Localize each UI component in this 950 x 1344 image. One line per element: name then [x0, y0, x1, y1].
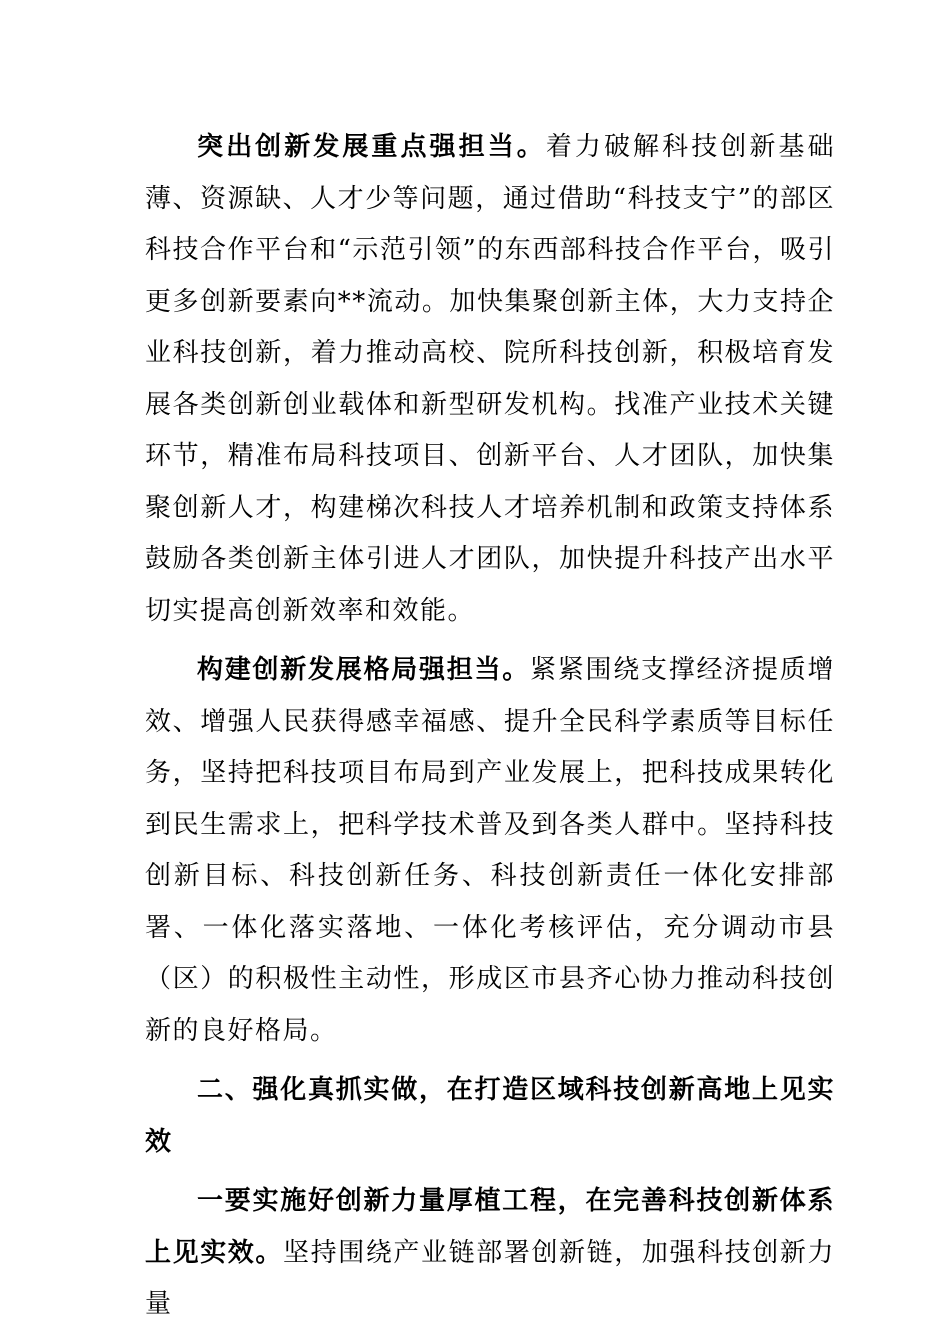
paragraph-subsection [145, 1176, 835, 1331]
paragraph-innovation-focus [145, 122, 835, 637]
paragraph-innovation-pattern [145, 645, 835, 1057]
paragraph-body: 坚持围绕产业链部署创新链，加强科技创新力量 [145, 1237, 835, 1319]
document-page [145, 122, 835, 1331]
paragraph-body: 紧紧围绕支撑经济提质增效、增强人民获得感幸福感、提升全民科学素质等目标任务，坚持把科技项目布局到产业发展上，把科技成果转化到民生需求上，把科学技术普及到各类人群中。坚持科技创新目标、科技创新任务、科技创新责任一体化安排部署、一体化落实落地、一体化考核评估，充分调动市县（区）的积极性主动性，形成区市县齐心协力推动科技创新的良好格局。 [145, 655, 835, 1046]
paragraph-body: 着力破解科技创新基础薄、资源缺、人才少等问题，通过借助“科技支宁”的部区科技合作平台和“示范引领”的东西部科技合作平台，吸引更多创新要素向**流动。加快集聚创新主体，大力支持企业科技创新，着力推动高校、院所科技创新，积极培育发展各类创新创业载体和新型研发机构。找准产业技术关键环节，精准布局科技项目、创新平台、人才团队，加快集聚创新人才，构建梯次科技人才培养机制和政策支持体系鼓励各类创新主体引进人才团队，加快提升科技产出水平切实提高创新效率和效能。 [145, 132, 835, 626]
paragraph-lead: 构建创新发展格局强担当。 [197, 655, 530, 685]
section-heading: 二、强化真抓实做，在打造区域科技创新高地上见实效 [145, 1075, 835, 1157]
paragraph-lead: 一要实施好创新力量厚植工程，在完善科技创新体系上见实效。 [145, 1186, 835, 1268]
paragraph-lead: 突出创新发展重点强担当。 [197, 132, 546, 162]
